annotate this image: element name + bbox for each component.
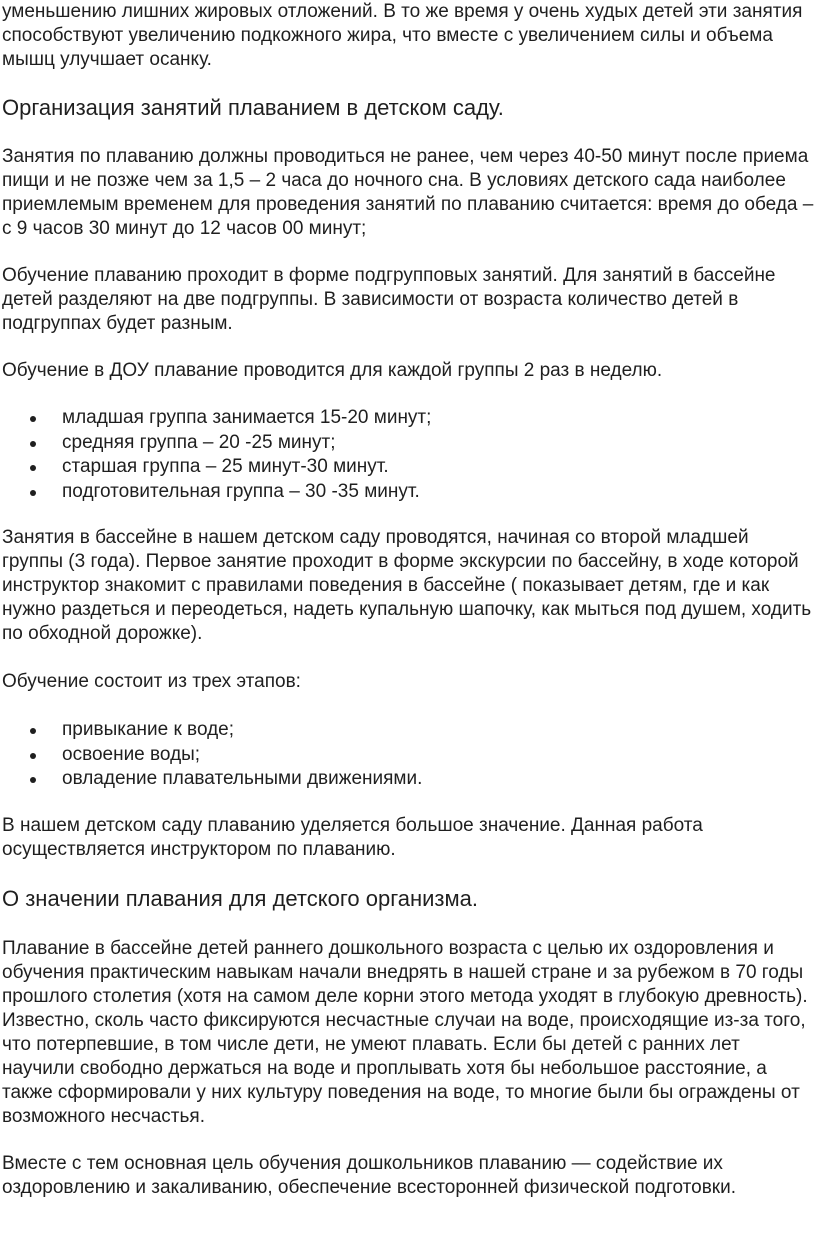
list-item: привыкание к воде; bbox=[2, 718, 814, 743]
list-item: средняя группа – 20 -25 минут; bbox=[2, 431, 814, 456]
list-item: овладение плавательными движениями. bbox=[2, 767, 814, 792]
paragraph-main-goal: Вместе с тем основная цель обучения дошкольников плаванию — содействие их оздоровлению и закаливанию, обеспечение всесторонней физической подготовки. bbox=[2, 1152, 736, 1198]
paragraph-history: Плавание в бассейне детей раннего дошкольного возраста с целью их оздоровления и обучения практическим навыкам начали внедрять в нашей стране и за рубежом в 70 годы прошлого столетия (хотя на самом деле корни этого метода уходят в глубокую древность). Известно, сколь часто фиксируются несчастные случаи на воде, происходящие из-за того, что потерпевшие, в том числе дети, не умеют плавать. Если бы детей с ранних лет научили свободно держаться на воде и проплывать хотя бы небольшое расстояние, а также сформировали у них культуру поведения на воде, то многие были бы ограждены от возможного несчастья. bbox=[2, 937, 808, 1127]
list-item: подготовительная группа – 30 -35 минут. bbox=[2, 480, 814, 505]
training-stages-list bbox=[2, 718, 814, 792]
section-heading-value: О значении плавания для детского организма. bbox=[2, 885, 478, 911]
group-duration-list bbox=[2, 406, 814, 504]
paragraph-first-lesson: Занятия в бассейне в нашем детском саду проводятся, начиная со второй младшей группы (3 года). Первое занятие проходит в форме экскурсии по бассейну, в ходе которой инструктор знакомит с правилами поведения в бассейне ( показывает детям, где и как нужно раздеться и переодеться, надеть купальную шапочку, как мыться под душем, ходить по обходной дорожке). bbox=[2, 527, 812, 644]
list-item: освоение воды; bbox=[2, 743, 814, 768]
paragraph-stages-intro: Обучение состоит из трех этапов: bbox=[2, 671, 301, 692]
paragraph-schedule: Занятия по плаванию должны проводиться не ранее, чем через 40-50 минут после приема пищи и не позже чем за 1,5 – 2 часа до ночного сна. В условиях детского сада наиболее приемлемым временем для проведения занятий по плаванию считается: время до обеда – с 9 часов 30 минут до 12 часов 00 минут; bbox=[2, 146, 814, 239]
list-item: старшая группа – 25 минут-30 минут. bbox=[2, 455, 814, 480]
paragraph-frequency: Обучение в ДОУ плавание проводится для каждой группы 2 раз в неделю. bbox=[2, 360, 663, 381]
section-heading-organization: Организация занятий плаванием в детском саду. bbox=[2, 95, 504, 120]
list-item: младшая группа занимается 15-20 минут; bbox=[2, 406, 814, 431]
paragraph-instructor: В нашем детском саду плаванию уделяется большое значение. Данная работа осуществляется инструктором по плаванию. bbox=[2, 814, 703, 860]
paragraph-subgroups: Обучение плаванию проходит в форме подгрупповых занятий. Для занятий в бассейне детей разделяют на две подгруппы. В зависимости от возраста количество детей в подгруппах будет разным. bbox=[2, 265, 776, 334]
intro-paragraph: уменьшению лишних жировых отложений. В то же время у очень худых детей эти занятия способствуют увеличению подкожного жира, что вместе с увеличением силы и объема мышц улучшает осанку. bbox=[2, 1, 803, 70]
